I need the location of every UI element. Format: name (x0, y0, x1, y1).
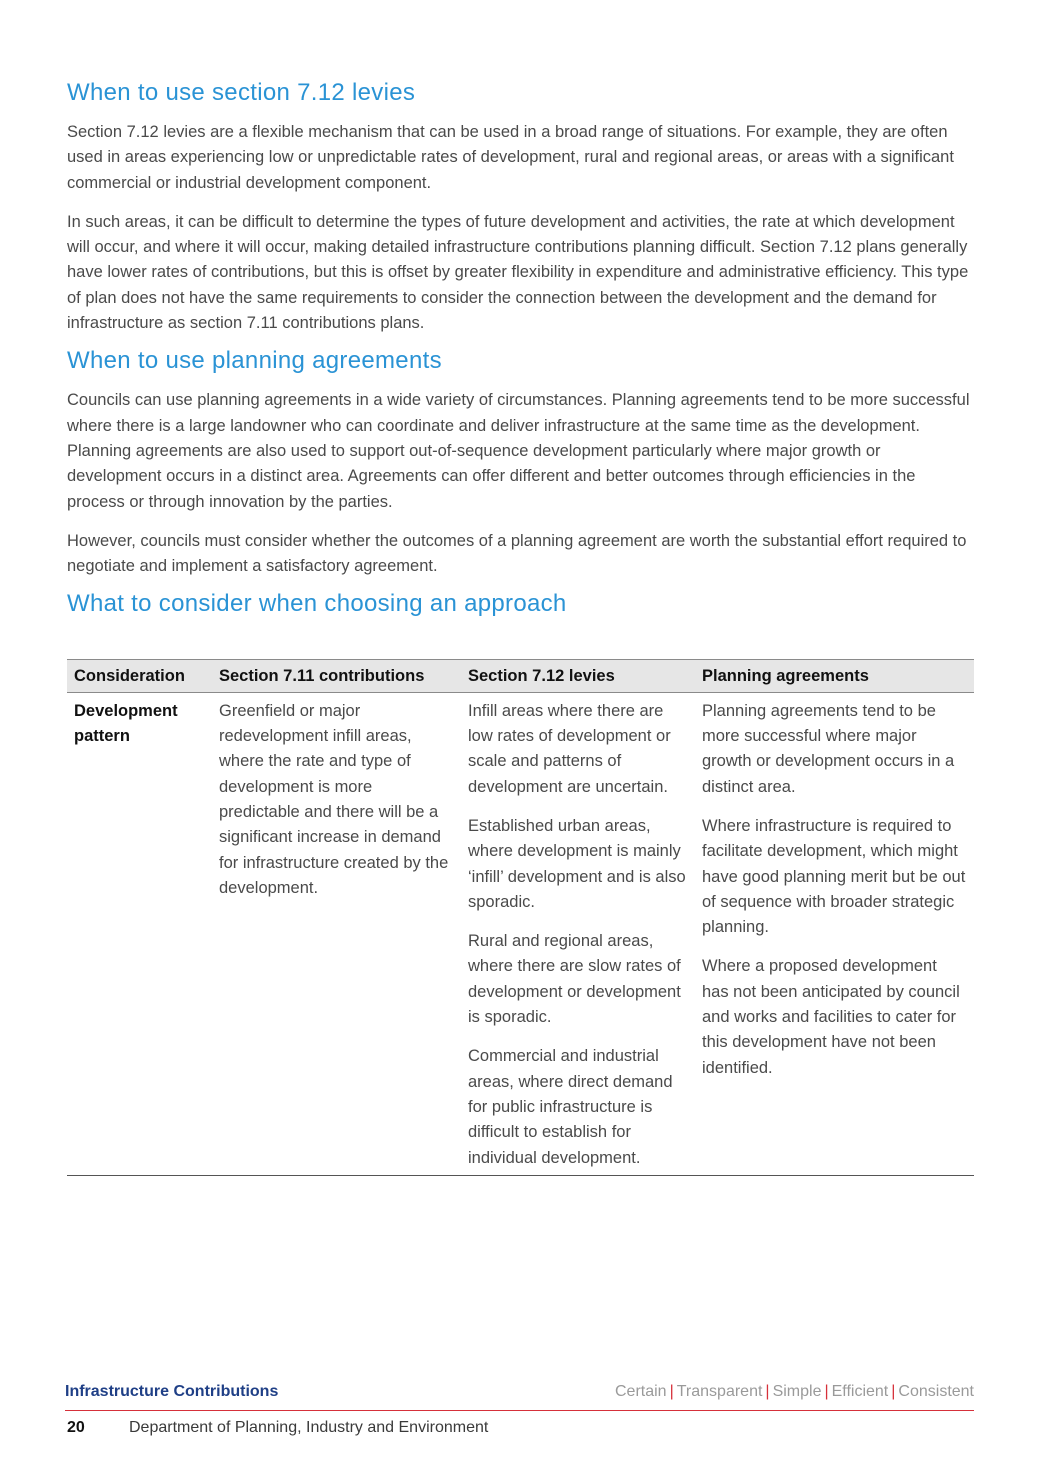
footer-tagline (615, 1383, 974, 1401)
header-consideration: Consideration (67, 660, 212, 692)
tagline-word: Consistent (898, 1383, 974, 1400)
heading-planning-agreements: When to use planning agreements (67, 347, 442, 375)
tagline-word: Certain (615, 1383, 667, 1400)
heading-section-7-12-levies: When to use section 7.12 levies (67, 79, 416, 106)
paragraph-agreements-intro: Councils can use planning agreements in a wide variety of circumstances. Planning agreements tend to be more successful where there is a large landowner who can coordinate and deliver infrastructure at the same time as the development. Planning agreements are also used to support out-of-sequence development particularly where major growth or development occurs in a distinct area. Agreements can offer different and better outcomes through efficiencies in the process or through innovation by the parties. (67, 391, 970, 511)
tagline-word: Efficient (831, 1383, 889, 1400)
cell-planning-agreements (695, 692, 974, 1175)
page-number: 20 (67, 1419, 85, 1436)
cell-section-7-11 (212, 692, 461, 1175)
table-header-row (67, 660, 974, 692)
cell-paragraph: Planning agreements tend to be more successful where major growth or development occurs in a distinct area. (702, 701, 955, 796)
header-planning-agreements: Planning agreements (695, 660, 974, 692)
cell-section-7-12 (461, 692, 695, 1175)
cell-paragraph: Rural and regional areas, where there are slow rates of development or development is sporadic. (468, 932, 681, 1027)
tagline-separator: | (891, 1383, 896, 1400)
cell-paragraph: Where infrastructure is required to facilitate development, which might have good planning merit but be out of sequence with broader strategic planning. (702, 816, 966, 937)
table-row (67, 692, 974, 1175)
department-name: Department of Planning, Industry and Environment (129, 1419, 489, 1436)
tagline-separator: | (765, 1383, 770, 1400)
tagline-word: Transparent (676, 1383, 763, 1400)
paragraph-7-12-detail: In such areas, it can be difficult to determine the types of future development and activities, the rate at which development will occur, and where it will occur, making detailed infrastructure contributions planning difficult. Section 7.12 plans generally have lower rates of contributions, but this is offset by greater flexibility in expenditure and administrative efficiency. This type of plan does not have the same requirements to consider the connection between the development and the demand for infrastructure as section 7.11 contributions plans. (67, 212, 969, 333)
paragraph-agreements-caveat: However, councils must consider whether the outcomes of a planning agreement are worth the substantial effort required to negotiate and implement a satisfactory agreement. (67, 531, 967, 576)
cell-paragraph: Infill areas where there are low rates of development or scale and patterns of development are uncertain. (468, 701, 671, 796)
cell-paragraph: Greenfield or major redevelopment infill areas, where the rate and type of development is more predictable and there will be a significant increase in demand for infrastructure created by the development. (219, 701, 449, 897)
cell-consideration: Development pattern (67, 692, 212, 1175)
tagline-separator: | (669, 1383, 674, 1400)
comparison-table (67, 659, 974, 1175)
heading-choosing-approach: What to consider when choosing an approach (67, 590, 567, 618)
cell-paragraph: Where a proposed development has not been anticipated by council and works and facilities to cater for this development have not been identified. (702, 957, 960, 1077)
tagline-separator: | (824, 1383, 829, 1400)
cell-paragraph: Commercial and industrial areas, where direct demand for public infrastructure is difficult to establish for individual development. (468, 1047, 673, 1167)
tagline-word: Simple (772, 1383, 822, 1400)
header-section-7-11: Section 7.11 contributions (212, 660, 461, 692)
paragraph-7-12-intro: Section 7.12 levies are a flexible mechanism that can be used in a broad range of situations. For example, they are often used in areas experiencing low or unpredictable rates of development, rural and regional areas, or areas with a significant commercial or industrial development component. (67, 123, 954, 192)
page-content (67, 78, 974, 1176)
footer-brand: Infrastructure Contributions (65, 1383, 279, 1400)
page-footer (65, 1383, 974, 1437)
cell-paragraph: Established urban areas, where development is mainly ‘infill’ development and is also sporadic. (468, 816, 686, 911)
header-section-7-12: Section 7.12 levies (461, 660, 695, 692)
footer-divider (65, 1410, 974, 1411)
